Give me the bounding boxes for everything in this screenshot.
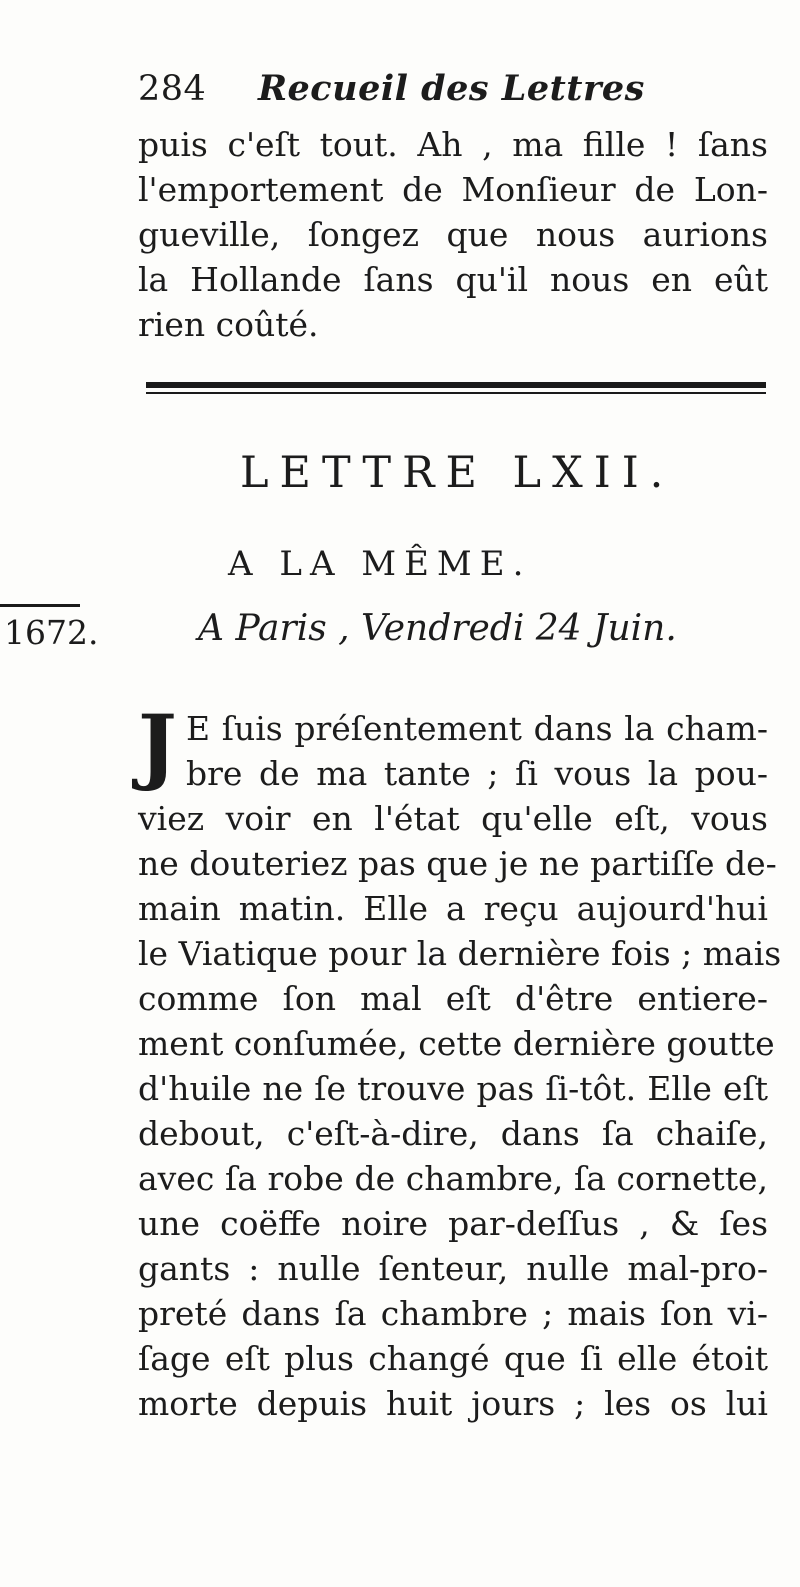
text-line: d'huile ne ſe trouve pas ſi-tôt. Elle eſt — [138, 1069, 768, 1108]
section-divider — [146, 382, 766, 396]
text-line: morte depuis huit jours ; les os lui — [138, 1384, 768, 1423]
text-line: comme ſon mal eſt d'être entiere- — [138, 979, 768, 1018]
text-line: avec ſa robe de chambre, ſa cornette, — [138, 1159, 768, 1198]
running-title: Recueil des Lettres — [257, 68, 645, 109]
text-line: ment conſumée, cette dernière goutte — [138, 1024, 775, 1063]
letter-dateline: A Paris , Vendredi 24 Juin. — [198, 608, 677, 649]
divider-thin-rule — [146, 392, 766, 394]
continuation-paragraph — [138, 122, 768, 347]
text-line: puis c'eſt tout. Ah , ma fille ! ſans — [138, 125, 768, 164]
text-line: le Viatique pour la dernière fois ; mais — [138, 934, 782, 973]
text-line: une coëffe noire par-deſſus , & ſes — [138, 1204, 768, 1243]
letter-body — [138, 698, 782, 1426]
drop-cap: J — [138, 698, 177, 794]
margin-year: 1672. — [4, 613, 99, 652]
divider-thick-rule — [146, 382, 766, 388]
text-line: l'emportement de Monſieur de Lon- — [138, 170, 768, 209]
running-head — [138, 68, 645, 109]
text-line: rien coûté. — [138, 305, 319, 344]
text-line: ne douteriez pas que je ne partiſſe de- — [138, 844, 777, 883]
text-line: bre de ma tante ; ſi vous la pou- — [186, 754, 768, 793]
letter-heading: LETTRE LXII. — [240, 448, 675, 498]
text-line: main matin. Elle a reçu aujourd'hui — [138, 889, 768, 928]
text-line: debout, c'eſt-à-dire, dans ſa chaiſe, — [138, 1114, 768, 1153]
text-line: E ſuis préſentement dans la cham- — [186, 709, 768, 748]
text-line: viez voir en l'état qu'elle eſt, vous — [138, 799, 768, 838]
page-number: 284 — [138, 69, 207, 109]
text-line: preté dans ſa chambre ; mais ſon vi- — [138, 1294, 768, 1333]
text-line: gants : nulle ſenteur, nulle mal-pro- — [138, 1249, 768, 1288]
text-line: gueville, ſongez que nous aurions — [138, 215, 768, 254]
margin-rule — [0, 604, 80, 607]
letter-addressee: A LA MÊME. — [228, 544, 532, 584]
text-line: la Hollande ſans qu'il nous en eût — [138, 260, 768, 299]
text-line: ſage eſt plus changé que ſi elle étoit — [138, 1339, 768, 1378]
